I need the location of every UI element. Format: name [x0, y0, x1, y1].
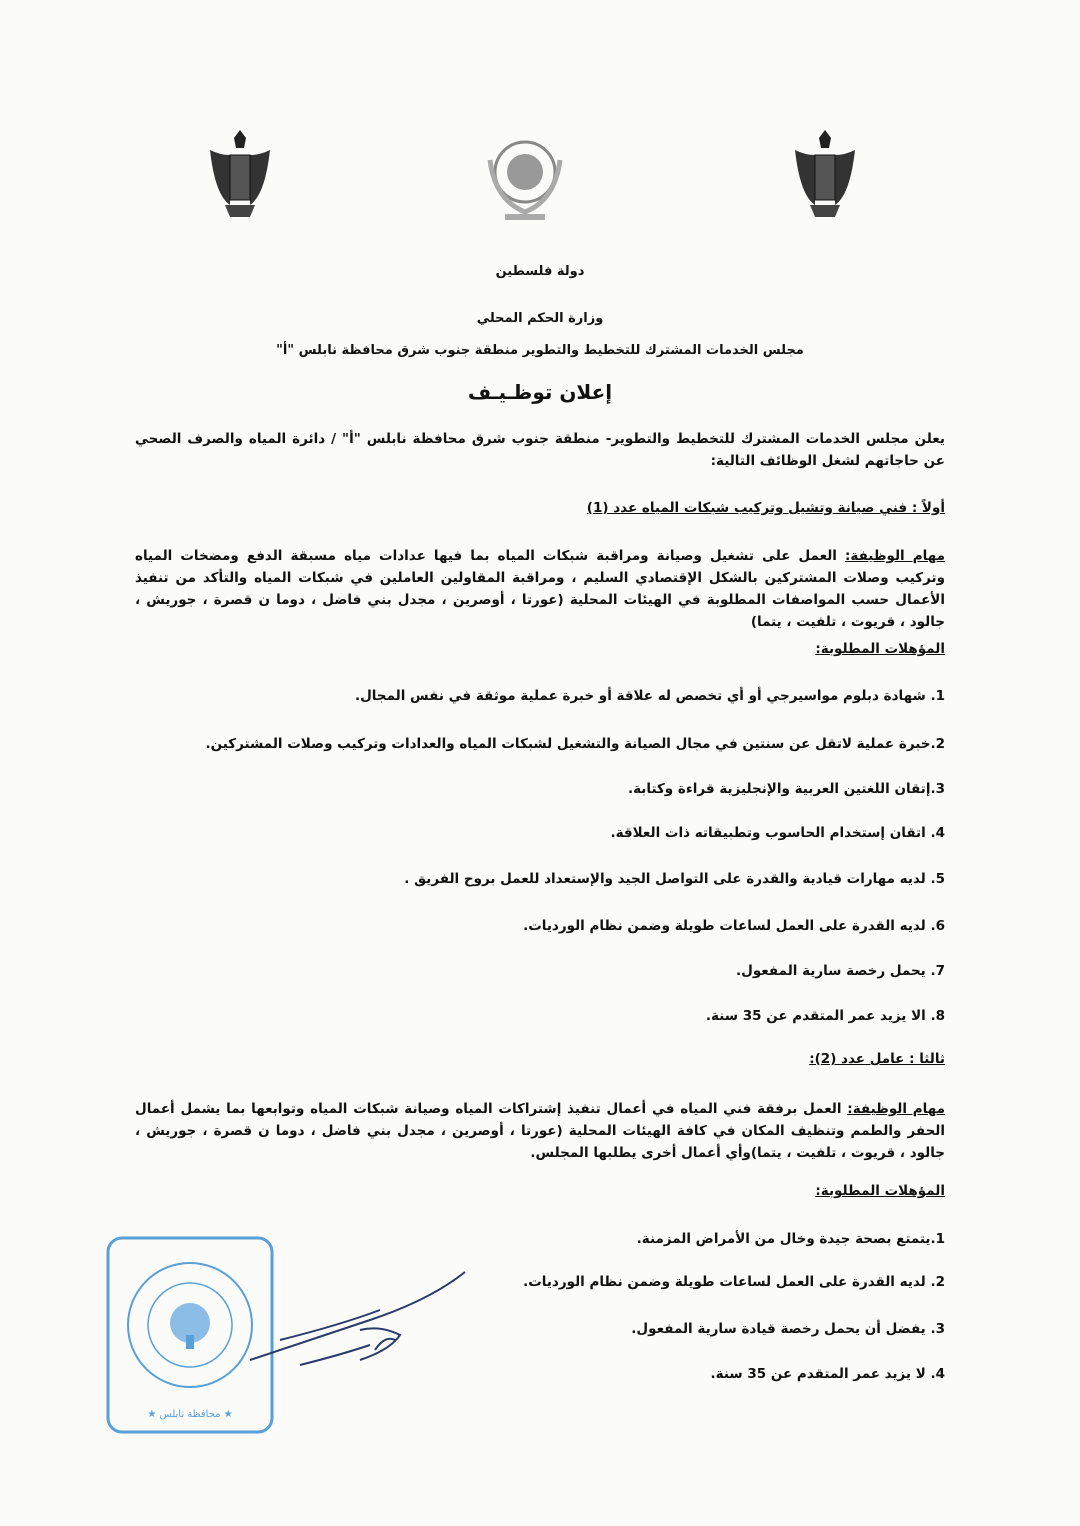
tasks-label: مهام الوظيفة:: [845, 548, 945, 564]
section1-tasks: [135, 545, 945, 633]
eagle-emblem-right-icon: [790, 125, 860, 225]
council-logo-icon: [480, 130, 570, 225]
section2-heading: ثالثا : عامل عدد (2):: [809, 1051, 945, 1067]
section1-heading: أولاً : فني صيانة وتشيل وتركيب شبكات المياه عدد (1): [586, 500, 945, 516]
tasks-text: العمل على تشغيل وصيانة ومراقبة شبكات المياه بما فيها عدادات مياه مسبقة الدفع ومضخات المياه وتركيب وصلات المشتركين بالشكل الإقتصادي السليم ، ومراقبة المقاولين العاملين في شبكات المياه والتأكد من تنفيذ الأعمال حسب المواصفات المطلوبة في الهيئات المحلية (عورتا ، أوصرين ، مجدل بني فاضل ، دوما ن قصرة ، جوريش ، جالود ، قريوت ، تلفيت ، يتما): [135, 548, 945, 630]
svg-text:★ محافظة نابلس ★: ★ محافظة نابلس ★: [147, 1409, 233, 1420]
signature: [240, 1270, 480, 1380]
eagle-emblem-left-icon: [205, 125, 275, 225]
list-item: 3. يفضل أن يحمل رخصة قيادة سارية المفعول.: [631, 1321, 945, 1337]
state-name: دولة فلسطين: [495, 264, 585, 279]
section2-tasks: [135, 1098, 945, 1164]
tasks-label: مهام الوظيفة:: [847, 1101, 946, 1117]
page-title: إعلان توظـيـف: [467, 380, 613, 404]
list-item: 2.خبرة عملية لاتقل عن سنتين في مجال الصيانة والتشغيل لشبكات المياه والعدادات وتركيب وصلات المشتركين.: [205, 736, 945, 752]
section1-quals-heading: المؤهلات المطلوبة:: [815, 641, 945, 657]
list-item: 7. يحمل رخصة سارية المفعول.: [736, 963, 945, 979]
list-item: 8. الا يزيد عمر المتقدم عن 35 سنة.: [705, 1008, 945, 1024]
council-name: مجلس الخدمات المشترك للتخطيط والتطوير منطقة جنوب شرق محافظة نابلس "أ": [276, 343, 804, 358]
list-item: 2. لديه القدرة على العمل لساعات طويلة وضمن نظام الورديات.: [523, 1274, 945, 1290]
list-item: 4. لا يزيد عمر المتقدم عن 35 سنة.: [710, 1366, 945, 1382]
list-item: 1.يتمتع بصحة جيدة وخال من الأمراض المزمنة.: [636, 1231, 945, 1247]
list-item: 4. اتقان إستخدام الحاسوب وتطبيقاته ذات العلاقة.: [610, 825, 945, 841]
list-item: 1. شهادة دبلوم مواسيرجي أو أي تخصص له علاقة أو خبرة عملية موثقة في نفس المجال.: [354, 688, 945, 704]
list-item: 5. لديه مهارات قيادية والقدرة على التواصل الجيد والإستعداد للعمل بروح الفريق .: [404, 871, 945, 887]
list-item: 3.إتقان اللغتين العربية والإنجليزية قراءة وكتابة.: [627, 781, 945, 797]
ministry-name: وزارة الحكم المحلي: [476, 311, 604, 326]
tasks-text: العمل برفقة فني المياه في أعمال تنفيذ إشتراكات المياه وصيانة شبكات المياه وتوابعها بما يشمل أعمال الحفر والطمم وتنظيف المكان في كافة الهيئات المحلية (عورتا ، أوصرين ، مجدل بني فاضل ، دوما ن قصرة ، جوريش ، جالود ، قريوت ، تلفيت ، يتما)وأي أعمال أخرى يطلبها المجلس.: [135, 1101, 945, 1161]
intro-paragraph: يعلن مجلس الخدمات المشترك للتخطيط والتطوير- منطقة جنوب شرق محافظة نابلس "أ" / دائرة المياه والصرف الصحي عن حاجاتهم لشغل الوظائف التالية:: [135, 431, 945, 469]
section2-quals-heading: المؤهلات المطلوبة:: [815, 1183, 945, 1199]
list-item: 6. لديه القدرة على العمل لساعات طويلة وضمن نظام الورديات.: [523, 918, 945, 934]
